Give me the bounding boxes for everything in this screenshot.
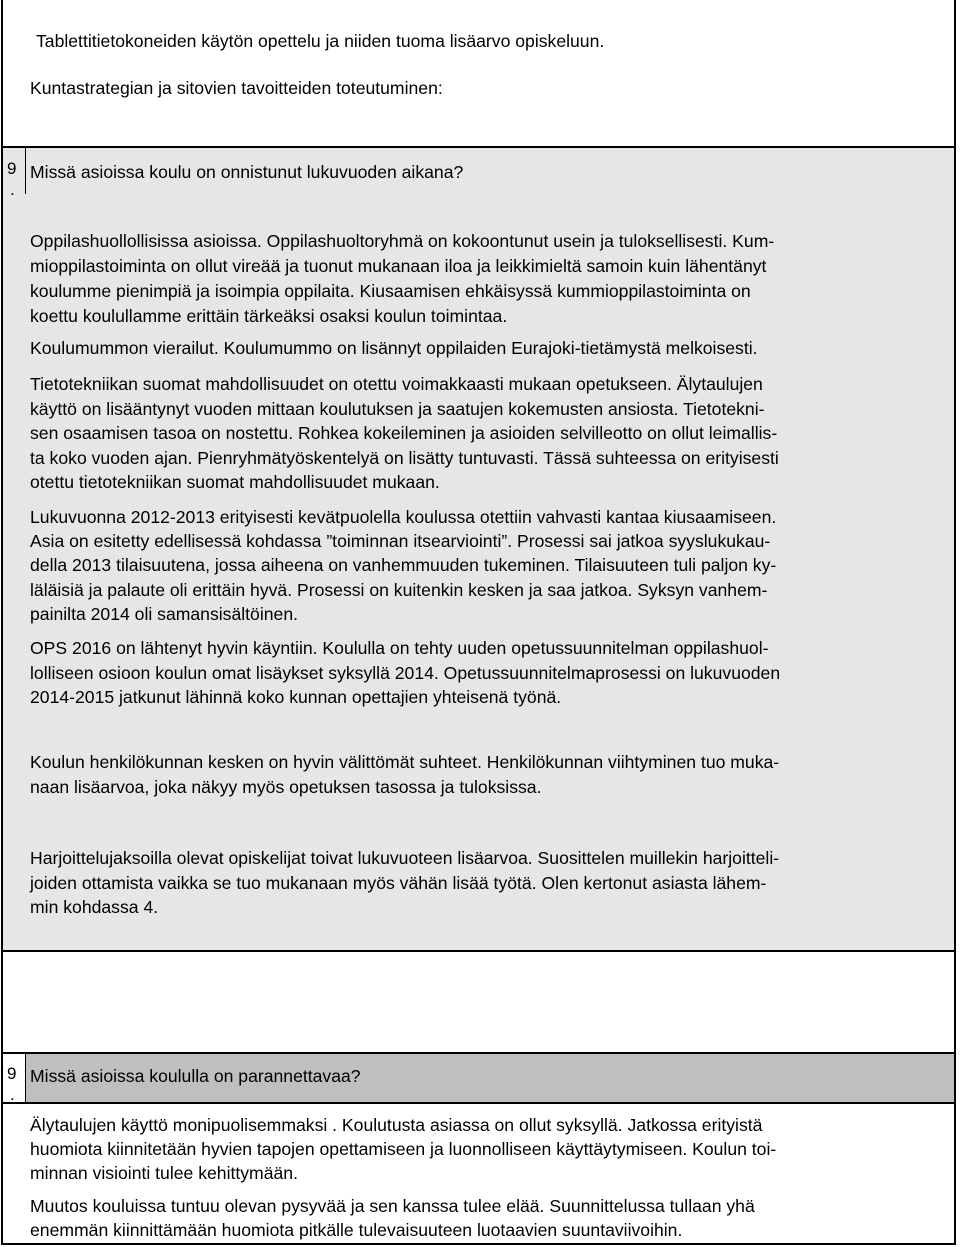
body-line: koettu koulullamme erittäin tärkeäksi osaksi koulun toimintaa. — [30, 306, 508, 326]
row-divider — [1, 950, 956, 952]
body-line: enemmän kiinnittämään huomiota pitkälle tulevaisuuteen luotaavien suuntaviivoihin. — [30, 1220, 683, 1240]
body-line: painilta 2014 oli samansisältöinen. — [30, 604, 298, 624]
section-number: 9 — [7, 159, 17, 178]
section-number: 9 — [7, 1064, 17, 1083]
body-line: lolliseen osioon koulun omat lisäykset syksyllä 2014. Opetussuunnitelmaprosessi on lukuvuoden — [30, 663, 781, 683]
body-line: Asia on esitetty edellisessä kohdassa ”toiminnan itsearviointi”. Prosessi sai jatkoa syyslukukau- — [30, 531, 771, 551]
body-line: OPS 2016 on lähtenyt hyvin käyntiin. Koululla on tehty uuden opetussuunnitelman oppilashuol- — [30, 638, 769, 658]
number-column-divider — [25, 148, 26, 194]
body-line: ta koko vuoden ajan. Pienryhmätyöskentelyä on lisätty tuntuvasti. Tässä suhteessa on erityisesti — [30, 448, 779, 468]
row-divider — [1, 1102, 956, 1104]
row-divider — [1, 146, 956, 148]
body-line: naan lisäarvoa, joka näkyy myös opetuksen tasossa ja tuloksissa. — [30, 777, 542, 797]
body-line: läläisiä ja palaute oli erittäin hyvä. Prosessi on kuitenkin kesken ja saa jatkoa. Syksyn vanhem- — [30, 580, 768, 600]
body-line: koulumme pienimpiä ja isoimpia oppilaita. Kiusaamisen ehkäisyssä kummioppilastoiminta on — [30, 281, 751, 301]
body-line: della 2013 tilaisuutena, jossa aiheena on vanhemmuuden tukeminen. Tilaisuuteen tuli paljon ky- — [30, 555, 777, 575]
body-line: mioppilastoiminta on ollut vireää ja tuonut mukanaan iloa ja leikkimieltä samoin kuin lähentänyt — [30, 256, 767, 276]
number-column-divider — [25, 1054, 26, 1102]
body-line: Älytaulujen käyttö monipuolisemmaksi . Koulutusta asiassa on ollut syksyllä. Jatkossa erityistä — [30, 1115, 763, 1135]
body-line: huomiota kiinnitetään hyvien tapojen opettamiseen ja luonnolliseen käyttäytymiseen. Koulun toi- — [30, 1139, 777, 1159]
row-divider — [1, 1052, 956, 1054]
body-line: Koulumummon vierailut. Koulumummo on lisännyt oppilaiden Eurajoki-tietämystä melkoisesti. — [30, 338, 758, 358]
body-line: Lukuvuonna 2012-2013 erityisesti kevätpuolella koulussa otettiin vahvasti kantaa kiusaamiseen. — [30, 507, 777, 527]
body-line: otettu tietotekniikan suomat mahdollisuudet mukaan. — [30, 472, 440, 492]
body-line: Harjoittelujaksoilla olevat opiskelijat toivat lukuvuoteen lisäarvoa. Suosittelen muillekin harjoitteli- — [30, 848, 780, 868]
section-question: Missä asioissa koulu on onnistunut lukuvuoden aikana? — [30, 162, 464, 182]
body-line: minnan visiointi tulee kehittymään. — [30, 1163, 298, 1183]
body-line: Koulun henkilökunnan kesken on hyvin välittömät suhteet. Henkilökunnan viihtyminen tuo muka- — [30, 752, 780, 772]
body-line: Muutos kouluissa tuntuu olevan pysyvää ja sen kanssa tulee elää. Suunnittelussa tullaan yhä — [30, 1196, 755, 1216]
section-number-dot: . — [10, 1085, 15, 1104]
body-line: min kohdassa 4. — [30, 897, 159, 917]
body-line: 2014-2015 jatkunut lähinnä koko kunnan opettajien yhteisenä työnä. — [30, 687, 562, 707]
top-line-1: Tablettitietokoneiden käytön opettelu ja niiden tuoma lisäarvo opiskeluun. — [36, 31, 605, 51]
body-line: Tietotekniikan suomat mahdollisuudet on otettu voimakkaasti mukaan opetukseen. Älytaulujen — [30, 374, 763, 394]
section-number-dot: . — [10, 180, 15, 199]
body-line: Oppilashuollollisissa asioissa. Oppilashuoltoryhmä on kokoontunut usein ja tuloksellisesti. Kum- — [30, 231, 775, 251]
body-line: käyttö on lisääntynyt vuoden mittaan koulutuksen ja saatujen kokemusten ansiosta. Tietotekni- — [30, 399, 765, 419]
section-question: Missä asioissa koululla on parannettavaa? — [30, 1066, 361, 1086]
body-line: sen osaamisen tasoa on nostettu. Rohkea kokeileminen ja asioiden selvilleotto on ollut leimallis- — [30, 423, 778, 443]
body-line: joiden ottamista vaikka se tuo mukanaan myös vähän lisää työtä. Olen kertonut asiasta lähem- — [30, 873, 767, 893]
top-line-2: Kuntastrategian ja sitovien tavoitteiden toteutuminen: — [30, 78, 443, 98]
